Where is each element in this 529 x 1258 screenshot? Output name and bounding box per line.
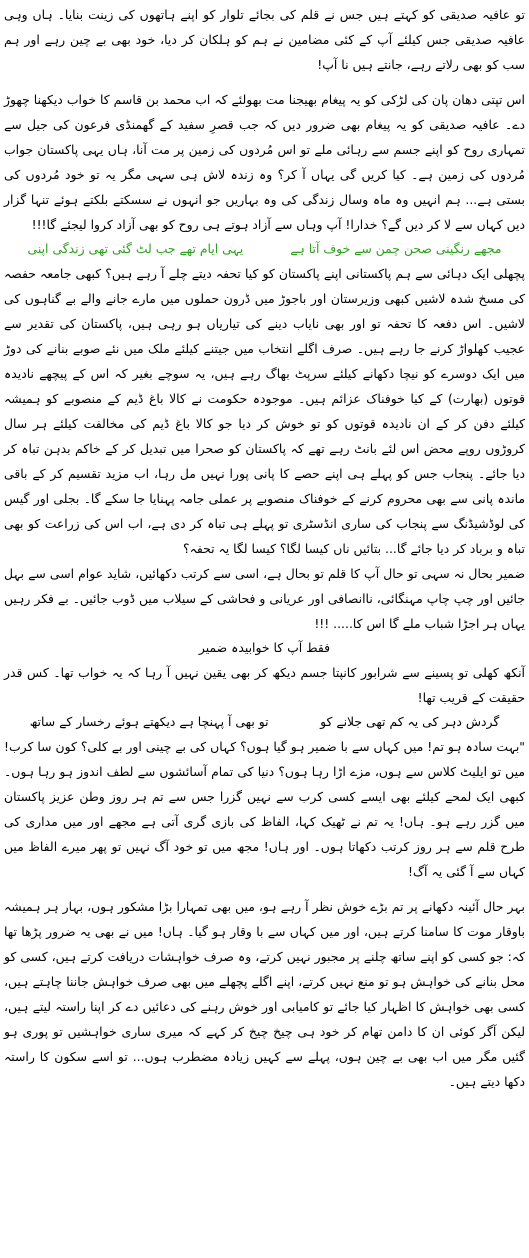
verse-2-line-1: گردش دہر کی یہ کم تھی جلانے کو bbox=[320, 714, 500, 729]
verse-1-line-1: مجھے رنگینی صحن چمن سے خوف آتا ہے bbox=[290, 241, 502, 256]
verse-couplet-2 bbox=[4, 710, 525, 734]
paragraph-5: آنکھ کھلی تو پسینے سے شرابور کانپتا جسم دیکھ کر بھی یقین نہیں آ رہا کہ یہ خواب تھا۔ کس قدر حقیقت کے قریب تھا! bbox=[4, 665, 525, 705]
paragraph-2: اس تپتی دھان پان کی لڑکی کو یہ پیغام بھیجنا مت بھولئے کہ اب محمد بن قاسم کا خواب دیکھنا چھوڑ دے۔ عافیہ صدیقی کو یہ پیغام بھی ضرور دیں کہ جب قصرِ سفید کے گھمنڈی فرعون کی جیل سے تمہاری روح کو اپنے جسم سے رہائی ملے تو اس مُردوں کی زمین پر مت آنا، ہاں یہی پاکستان جواب مُردوں کی زمین ہے۔ کیا کریں گی یہاں آ کر؟ وہ زندہ لاش ہی سہی مگر یہ تو خود مُردوں کی بستی ہے... ہم انہیں وہ ماہ وسال زندگی کی وہ بہاریں جو انہوں نے سسکتے بلکتے ہوئے تنہا گزار دیں کہاں سے لا کر دیں گے؟ خدارا! آپ وہاں سے آزاد ہوتے ہی روح کو بھی آزاد کروا لیجئے گا!!! bbox=[4, 92, 525, 232]
verse-2-line-2: تو بھی آ پہنچا ہے دیکھتے ہوئے رخسار کے ساتھ bbox=[29, 714, 269, 729]
paragraph-4: ضمیر بحال نہ سہی تو حال آپ کا قلم تو بحال ہے، اسی سے کرتب دکھائیں، شاید عوام اسی سے بہل جائیں اور چپ چاپ مہنگائی، ناانصافی اور عریانی و فحاشی کے سیلاب میں ڈوب جائیں۔ بے فکر رہیں یہاں ہر اجڑا شباب ملے گا اس کا..... !!! bbox=[4, 566, 525, 631]
paragraph-gap bbox=[4, 77, 525, 87]
paragraph-1: تو عافیہ صدیقی کو کہتے ہیں جس نے قلم کی بجائے تلوار کو اپنے ہاتھوں کی زینت بنایا۔ ہاں وہی عافیہ صدیقی جس کیلئے آپ کے کئی مضامین نے ہم کو ہلکان کر دیا، خود بھی بے چین رہے اور ہم سب کو بھی رلاتے رہے، جانتے ہیں نا آپ! bbox=[4, 7, 525, 72]
paragraph-3: پچھلی ایک دہائی سے ہم پاکستانی اپنے پاکستان کو کیا تحفہ دیتے چلے آ رہے ہیں؟ کبھی جامعہ حفصہ کی مسخ شدہ لاشیں کبھی وزیرستان اور باجوڑ میں ڈرون حملوں میں مارے جانے والے بے گناہوں کی لاشیں۔ اس دفعہ کا تحفہ تو اور بھی نایاب دینے کی تیاریاں ہو رہی ہیں، پاکستان کی تقدیر سے عجیب کھلواڑ کرنے جا رہے ہیں۔ صرف اگلے انتخاب میں جیتنے کیلئے ملک میں نئے صوبے بنانے کی دوڑ میں ایک دوسرے کو نیچا دکھانے کیلئے سرپٹ بھاگ رہے ہیں، یہ سوچے بغیر کہ اس کے پیچھے نادیدہ قوتوں (بھارت) کے کیا خوفناک عزائم ہیں۔ موجودہ حکومت نے کالا باغ ڈیم کے منصوبے کو ہمیشہ کیلئے دفن کر کے ان نادیدہ قوتوں کو تو خوش کر دیا جو کالا باغ ڈیم کی مخالفت کیلئے ہر سال کروڑوں روپے محض اس لئے بانٹ رہے تھے کہ پاکستان کو صحرا میں تبدیل کر کے خاکم بدہن تباہ کر دیا جائے۔ پنجاب جس کو پہلے ہی اپنے حصے کا پانی پورا نہیں مل رہا، اب مزید تقسیم کر کے باقی ماندہ پانی سے بھی محروم کرنے کے خوفناک منصوبے پر عملی جامہ پہنایا جا سکے گا۔ بجلی اور گیس کی لوڈشیڈنگ سے پنجاب کی ساری انڈسٹری تو پہلے ہی تباہ کر دی ہے، اب اس کی زراعت کو بھی تباہ و برباد کر دیا جائے گا... بتائیں ناں کیسا لگا؟ کیسا لگا یہ تحفہ؟ bbox=[4, 266, 525, 556]
paragraph-6: "بہت سادہ ہو تم! میں کہاں سے با ضمیر ہو گیا ہوں؟ کہاں کی بے چینی اور بے کلی؟ کون سا کرب! میں تو ایلیٹ کلاس سے ہوں، مزے اڑا رہا ہوں؟ دنیا کی تمام آسائشوں سے لطف اندوز ہو رہا ہوں۔ کبھی ایک لمحے کیلئے بھی ایسے کسی کرب سے نہیں گزرا جس سے تم ہر روز وطن عزیز پاکستان میں گزر رہے ہو۔ ہاں! یہ تم نے ٹھیک کہا، الفاظ کی بازی گری آتی ہے مجھے اور میں مداری کی طرح قلم سے ہر روز کرتب دکھاتا ہوں۔ اور ہاں! مجھ میں تو خود آگ نہیں تو پھر میرے الفاظ میں کہاں سے آ گئی یہ آگ! bbox=[4, 739, 525, 879]
verse-1-line-2: یہی ایام تھے جب لٹ گئی تھی زندگی اپنی bbox=[27, 241, 244, 256]
paragraph-7: بہر حال آئینہ دکھانے پر تم بڑے خوش نظر آ رہے ہو، میں بھی تمہارا بڑا مشکور ہوں، بہار ہر ہمیشہ باوقار موت کا سامنا کرتے ہیں، اور میں کہاں سے با وقار ہو گیا۔ ہاں! میں نے بھی یہ ضرور پڑھا تھا کہ: جو کسی کو اپنے ساتھ چلنے پر مجبور نہیں کرتے، وہ صرف خواہشات دریافت کرتے ہیں، کسی کو محل بنانے کی خواہش ہو تو منع نہیں کرتے، اپنے اگلے پچھلے میں بھی صرف خواہش جاننا چاہتے ہیں، کسی بھی خواہش کا اظہار کیا جائے تو کامیابی اور خوش رہنے کی دعائیں دے کر اپنا راستہ لیتے ہیں، لیکن آگر کوئی ان کا دامن تھام کر خود ہی چیخ چیخ کر کہے کہ میری ساری خواہشیں تو پوری ہو گئیں مگر میں اب بھی بے چین ہوں، پہلے سے کہیں زیادہ مضطرب ہوں... تو اسے سکون کا راستہ دکھا دیتے ہیں۔ bbox=[4, 899, 525, 1089]
paragraph-gap bbox=[4, 884, 525, 894]
signoff: فقط آپ کا خوابیدہ ضمیر bbox=[198, 640, 331, 655]
verse-couplet-1 bbox=[4, 237, 525, 261]
